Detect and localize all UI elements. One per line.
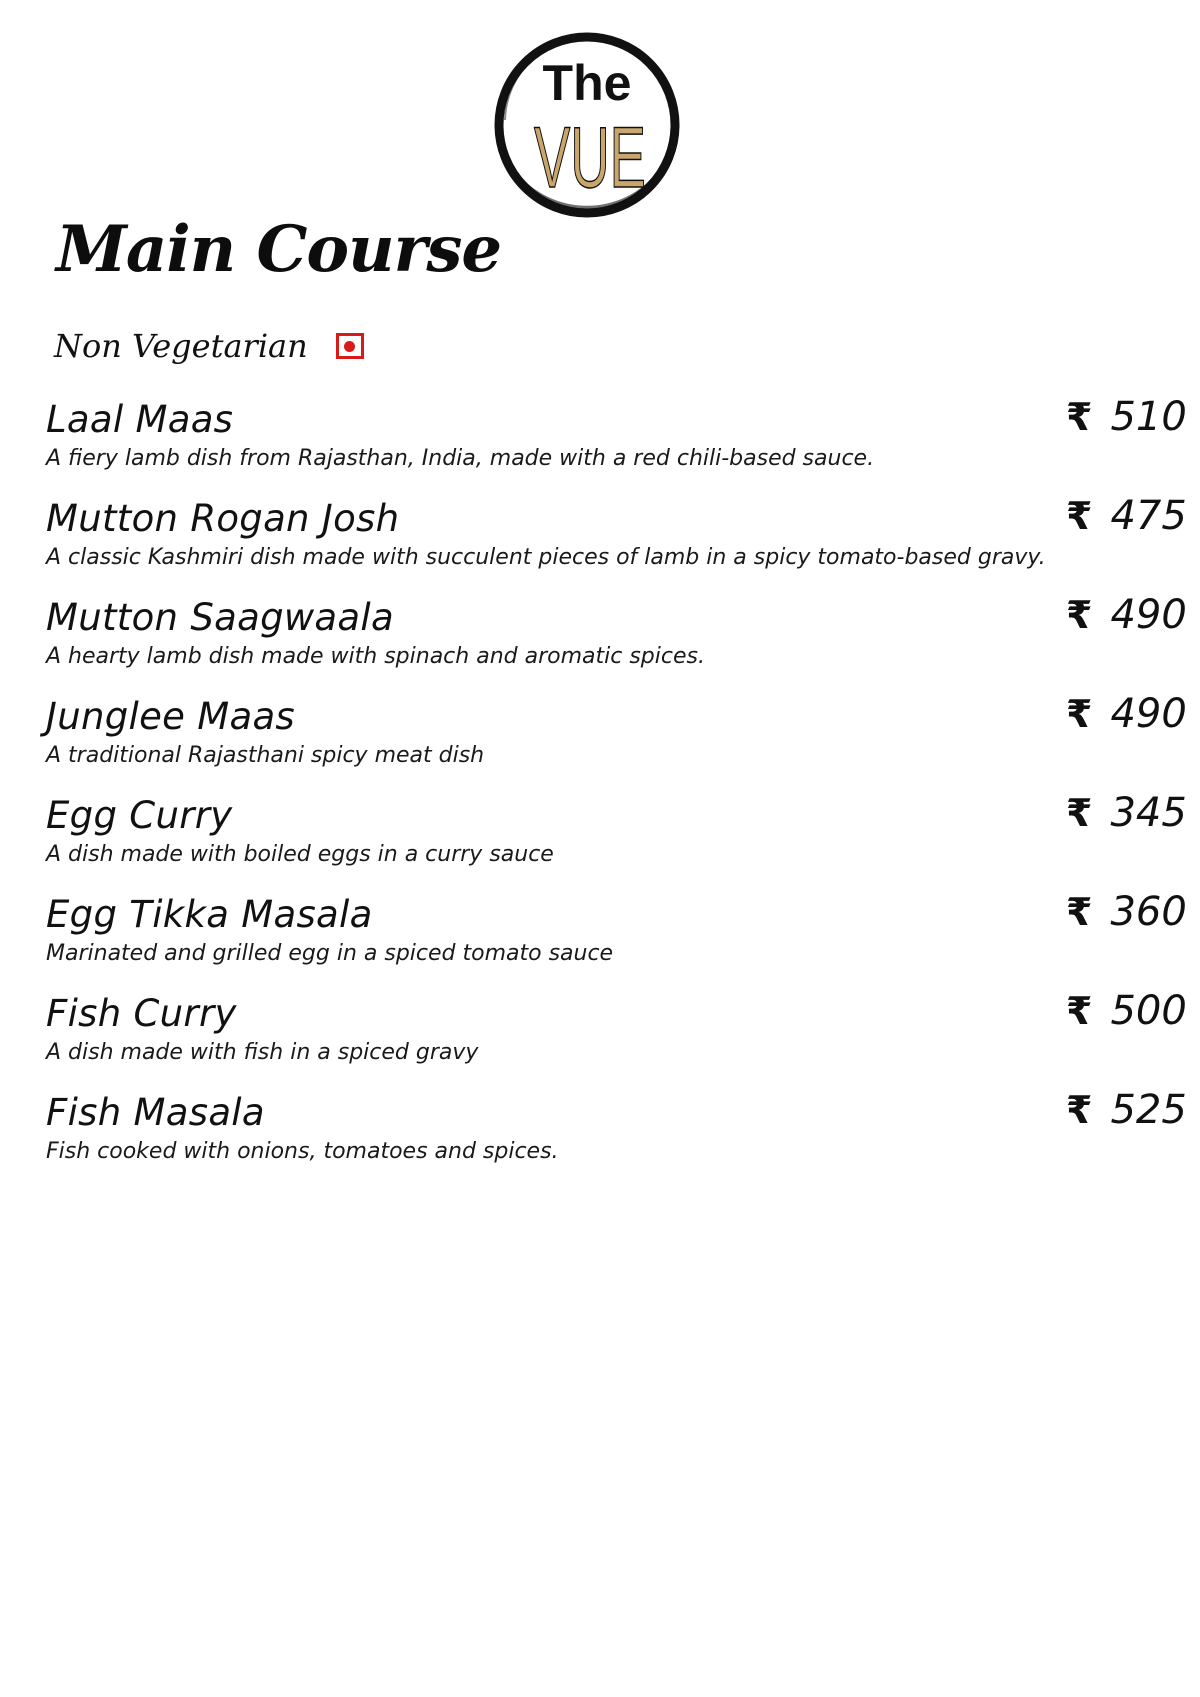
menu-item bbox=[46, 1087, 1187, 1187]
logo-vue-text: VUE bbox=[534, 110, 646, 206]
item-name: Fish Masala bbox=[46, 1091, 265, 1134]
item-price bbox=[1066, 394, 1187, 440]
item-price-value: 475 bbox=[1110, 493, 1187, 539]
item-description: Fish cooked with onions, tomatoes and spices. bbox=[46, 1139, 559, 1164]
item-price-value: 360 bbox=[1110, 889, 1187, 935]
rupee-icon: ₹ bbox=[1066, 692, 1093, 736]
rupee-icon: ₹ bbox=[1066, 791, 1093, 835]
non-veg-icon bbox=[336, 333, 364, 359]
rupee-icon: ₹ bbox=[1066, 890, 1093, 934]
menu-list bbox=[46, 394, 1187, 1187]
item-name: Laal Maas bbox=[46, 398, 234, 441]
menu-item bbox=[46, 988, 1187, 1088]
item-description: Marinated and grilled egg in a spiced tomato sauce bbox=[46, 941, 614, 966]
non-veg-dot bbox=[344, 341, 355, 352]
item-price bbox=[1066, 889, 1187, 935]
item-price-value: 525 bbox=[1110, 1087, 1187, 1133]
item-name: Egg Tikka Masala bbox=[46, 893, 373, 936]
item-name: Fish Curry bbox=[46, 992, 237, 1035]
section-title: Main Course bbox=[56, 212, 502, 287]
item-price bbox=[1066, 988, 1187, 1034]
item-price-value: 490 bbox=[1110, 691, 1187, 737]
menu-item bbox=[46, 592, 1187, 692]
menu-item bbox=[46, 790, 1187, 890]
rupee-icon: ₹ bbox=[1066, 989, 1093, 1033]
item-description: A hearty lamb dish made with spinach and aromatic spices. bbox=[46, 644, 705, 669]
item-price bbox=[1066, 790, 1187, 836]
subsection-header bbox=[54, 327, 364, 365]
item-price bbox=[1066, 592, 1187, 638]
item-name: Mutton Rogan Josh bbox=[46, 497, 400, 540]
rupee-icon: ₹ bbox=[1066, 1088, 1093, 1132]
item-price bbox=[1066, 1087, 1187, 1133]
menu-item bbox=[46, 394, 1187, 494]
item-price-value: 510 bbox=[1110, 394, 1187, 440]
rupee-icon: ₹ bbox=[1066, 593, 1093, 637]
item-price-value: 345 bbox=[1110, 790, 1187, 836]
item-description: A fiery lamb dish from Rajasthan, India, made with a red chili-based sauce. bbox=[46, 446, 875, 471]
item-price bbox=[1066, 691, 1187, 737]
item-description: A classic Kashmiri dish made with succulent pieces of lamb in a spicy tomato-based gravy. bbox=[46, 545, 1046, 570]
item-name: Mutton Saagwaala bbox=[46, 596, 394, 639]
item-price-value: 490 bbox=[1110, 592, 1187, 638]
item-name: Egg Curry bbox=[46, 794, 233, 837]
logo-emblem bbox=[487, 25, 687, 225]
restaurant-logo bbox=[487, 25, 687, 225]
item-price bbox=[1066, 493, 1187, 539]
menu-item bbox=[46, 889, 1187, 989]
item-description: A traditional Rajasthani spicy meat dish bbox=[46, 743, 485, 768]
logo-the-text: The bbox=[542, 55, 632, 111]
item-description: A dish made with boiled eggs in a curry sauce bbox=[46, 842, 554, 867]
item-name: Junglee Maas bbox=[46, 695, 296, 738]
item-description: A dish made with fish in a spiced gravy bbox=[46, 1040, 479, 1065]
rupee-icon: ₹ bbox=[1066, 494, 1093, 538]
subsection-label: Non Vegetarian bbox=[54, 327, 308, 365]
item-price-value: 500 bbox=[1110, 988, 1187, 1034]
menu-item bbox=[46, 691, 1187, 791]
menu-item bbox=[46, 493, 1187, 593]
rupee-icon: ₹ bbox=[1066, 395, 1093, 439]
